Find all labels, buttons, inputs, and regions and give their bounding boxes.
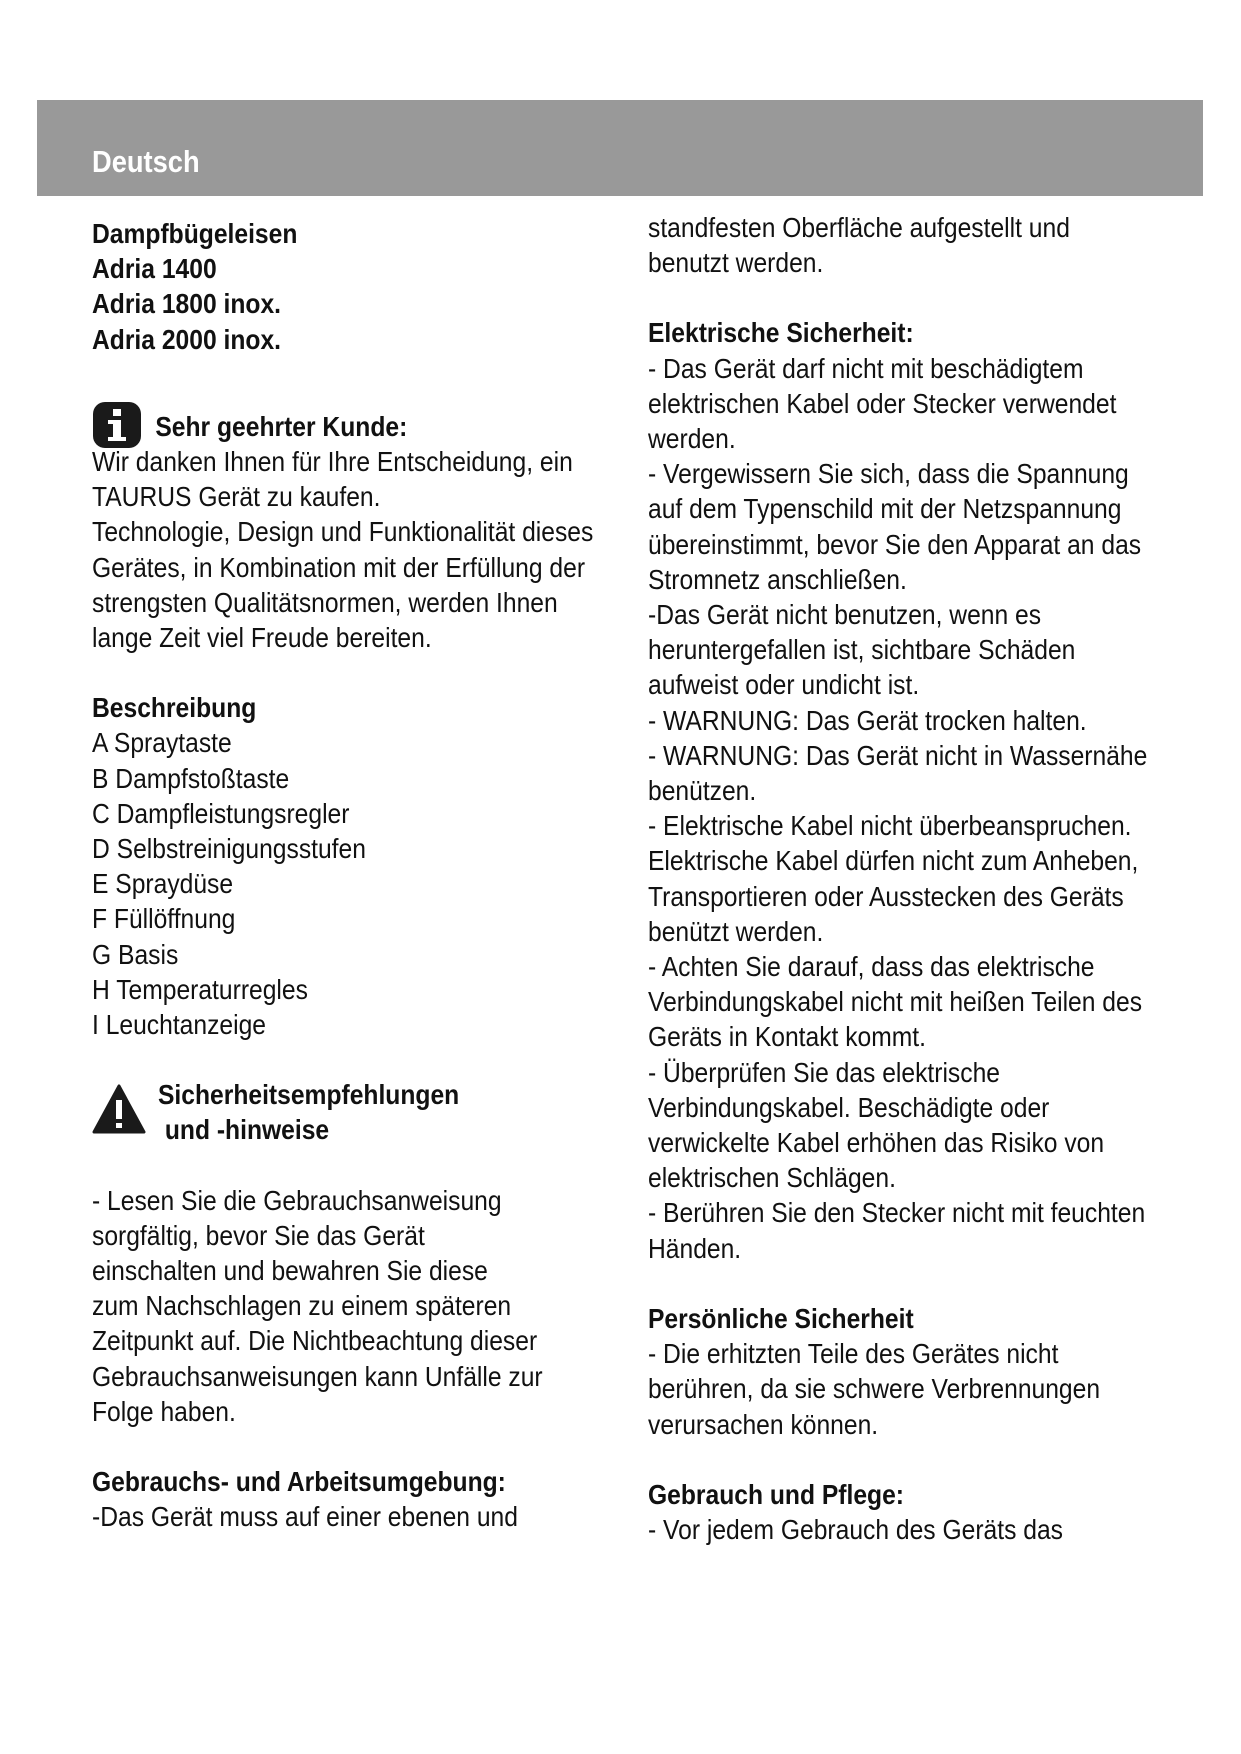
body-line: Gerätes, in Kombination mit der Erfüllung der [92,551,586,583]
product-line: Adria 2000 inox. [92,323,281,355]
body-line: - Vor jedem Gebrauch des Geräts das [648,1513,1063,1545]
body-line: übereinstimmt, bevor Sie den Apparat an das [648,528,1142,560]
body-line: - Berühren Sie den Stecker nicht mit feuchten [648,1197,1146,1229]
customer-section [92,409,652,655]
personal-safety-section [648,1301,1208,1442]
safety-heading-line2: und -hinweise [158,1114,330,1146]
language-title: Deutsch [92,144,200,179]
part-item: C Dampfleistungsregler [92,797,350,829]
body-line: - Lesen Sie die Gebrauchsanweisung [92,1184,502,1216]
environment-heading: Gebrauchs- und Arbeitsumgebung: [92,1466,506,1498]
left-column [92,216,652,1535]
electrical-heading: Elektrische Sicherheit: [648,317,914,349]
product-title-block [92,216,652,357]
body-line: Transportieren oder Ausstecken des Geräts [648,880,1124,912]
body-line: - Elektrische Kabel nicht überbeanspruchen. [648,810,1132,842]
part-item: D Selbstreinigungsstufen [92,833,366,865]
safety-section [92,1077,652,1429]
part-item: A Spraytaste [92,727,232,759]
part-item: G Basis [92,938,179,970]
body-line: verursachen können. [648,1408,879,1440]
body-line: Technologie, Design und Funktionalität dieses [92,516,594,548]
body-line: - WARNUNG: Das Gerät nicht in Wassernähe [648,739,1148,771]
body-line: - Achten Sie darauf, dass das elektrische [648,951,1095,983]
body-line: -Das Gerät muss auf einer ebenen und [92,1501,518,1533]
description-section [92,690,652,1042]
electrical-safety-section [648,315,1208,1265]
body-line: Geräts in Kontakt kommt. [648,1021,926,1053]
body-line: Wir danken Ihnen für Ihre Entscheidung, ein [92,446,573,478]
body-line: lange Zeit viel Freude bereiten. [92,622,432,654]
body-line: benützt werden. [648,915,824,947]
care-section [648,1477,1208,1547]
language-header-bar [37,100,1203,196]
body-line: werden. [648,423,736,455]
product-line: Dampfbügeleisen [92,218,298,249]
body-line: auf dem Typenschild mit der Netzspannung [648,493,1122,525]
body-line: - WARNUNG: Das Gerät trocken halten. [648,704,1087,736]
body-line: aufweist oder undicht ist. [648,669,920,701]
part-item: F Füllöffnung [92,903,236,935]
care-heading: Gebrauch und Pflege: [648,1478,905,1510]
body-line: Elektrische Kabel dürfen nicht zum Anheben, [648,845,1139,877]
body-line: standfesten Oberfläche aufgestellt und [648,212,1070,243]
body-line: Gebrauchsanweisungen kann Unfälle zur [92,1360,543,1392]
body-line: sorgfältig, bevor Sie das Gerät [92,1219,425,1251]
body-line: zum Nachschlagen zu einem späteren [92,1290,512,1322]
part-item: H Temperaturregles [92,973,308,1005]
body-line: TAURUS Gerät zu kaufen. [92,481,381,513]
body-line: Verbindungskabel nicht mit heißen Teilen des [648,986,1143,1018]
right-column [648,210,1208,1547]
body-line: verwickelte Kabel erhöhen das Risiko von [648,1127,1105,1159]
body-line: elektrischen Schlägen. [648,1162,896,1194]
body-line: Stromnetz anschließen. [648,563,907,595]
body-line: - Das Gerät darf nicht mit beschädigtem [648,352,1084,384]
part-item: B Dampfstoßtaste [92,762,290,794]
body-line: strengsten Qualitätsnormen, werden Ihnen [92,586,558,618]
environment-section [92,1464,652,1534]
body-line: Zeitpunkt auf. Die Nichtbeachtung dieser [92,1325,538,1357]
personal-heading: Persönliche Sicherheit [648,1302,914,1334]
body-line: -Das Gerät nicht benutzen, wenn es [648,599,1042,631]
body-line: benützen. [648,775,757,807]
body-line: Händen. [648,1232,742,1264]
body-line: - Die erhitzten Teile des Gerätes nicht [648,1338,1059,1370]
product-line: Adria 1800 inox. [92,288,281,320]
body-line: Verbindungskabel. Beschädigte oder [648,1091,1050,1123]
part-item: I Leuchtanzeige [92,1009,266,1041]
body-line: heruntergefallen ist, sichtbare Schäden [648,634,1076,666]
body-line: - Vergewissern Sie sich, dass die Spannung [648,458,1129,490]
safety-heading: Sicherheitsempfehlungen [158,1079,460,1111]
body-line: - Überprüfen Sie das elektrische [648,1056,1000,1088]
product-line: Adria 1400 [92,253,217,285]
part-item: E Spraydüse [92,868,234,900]
body-line: einschalten und bewahren Sie diese [92,1255,488,1287]
continuation-block [648,210,1208,280]
customer-heading: Sehr geehrter Kunde: [155,410,408,442]
body-line: benutzt werden. [648,247,824,279]
body-line: berühren, da sie schwere Verbrennungen [648,1373,1101,1405]
body-line: Folge haben. [92,1395,236,1427]
description-heading: Beschreibung [92,692,257,724]
body-line: elektrischen Kabel oder Stecker verwendet [648,387,1117,419]
